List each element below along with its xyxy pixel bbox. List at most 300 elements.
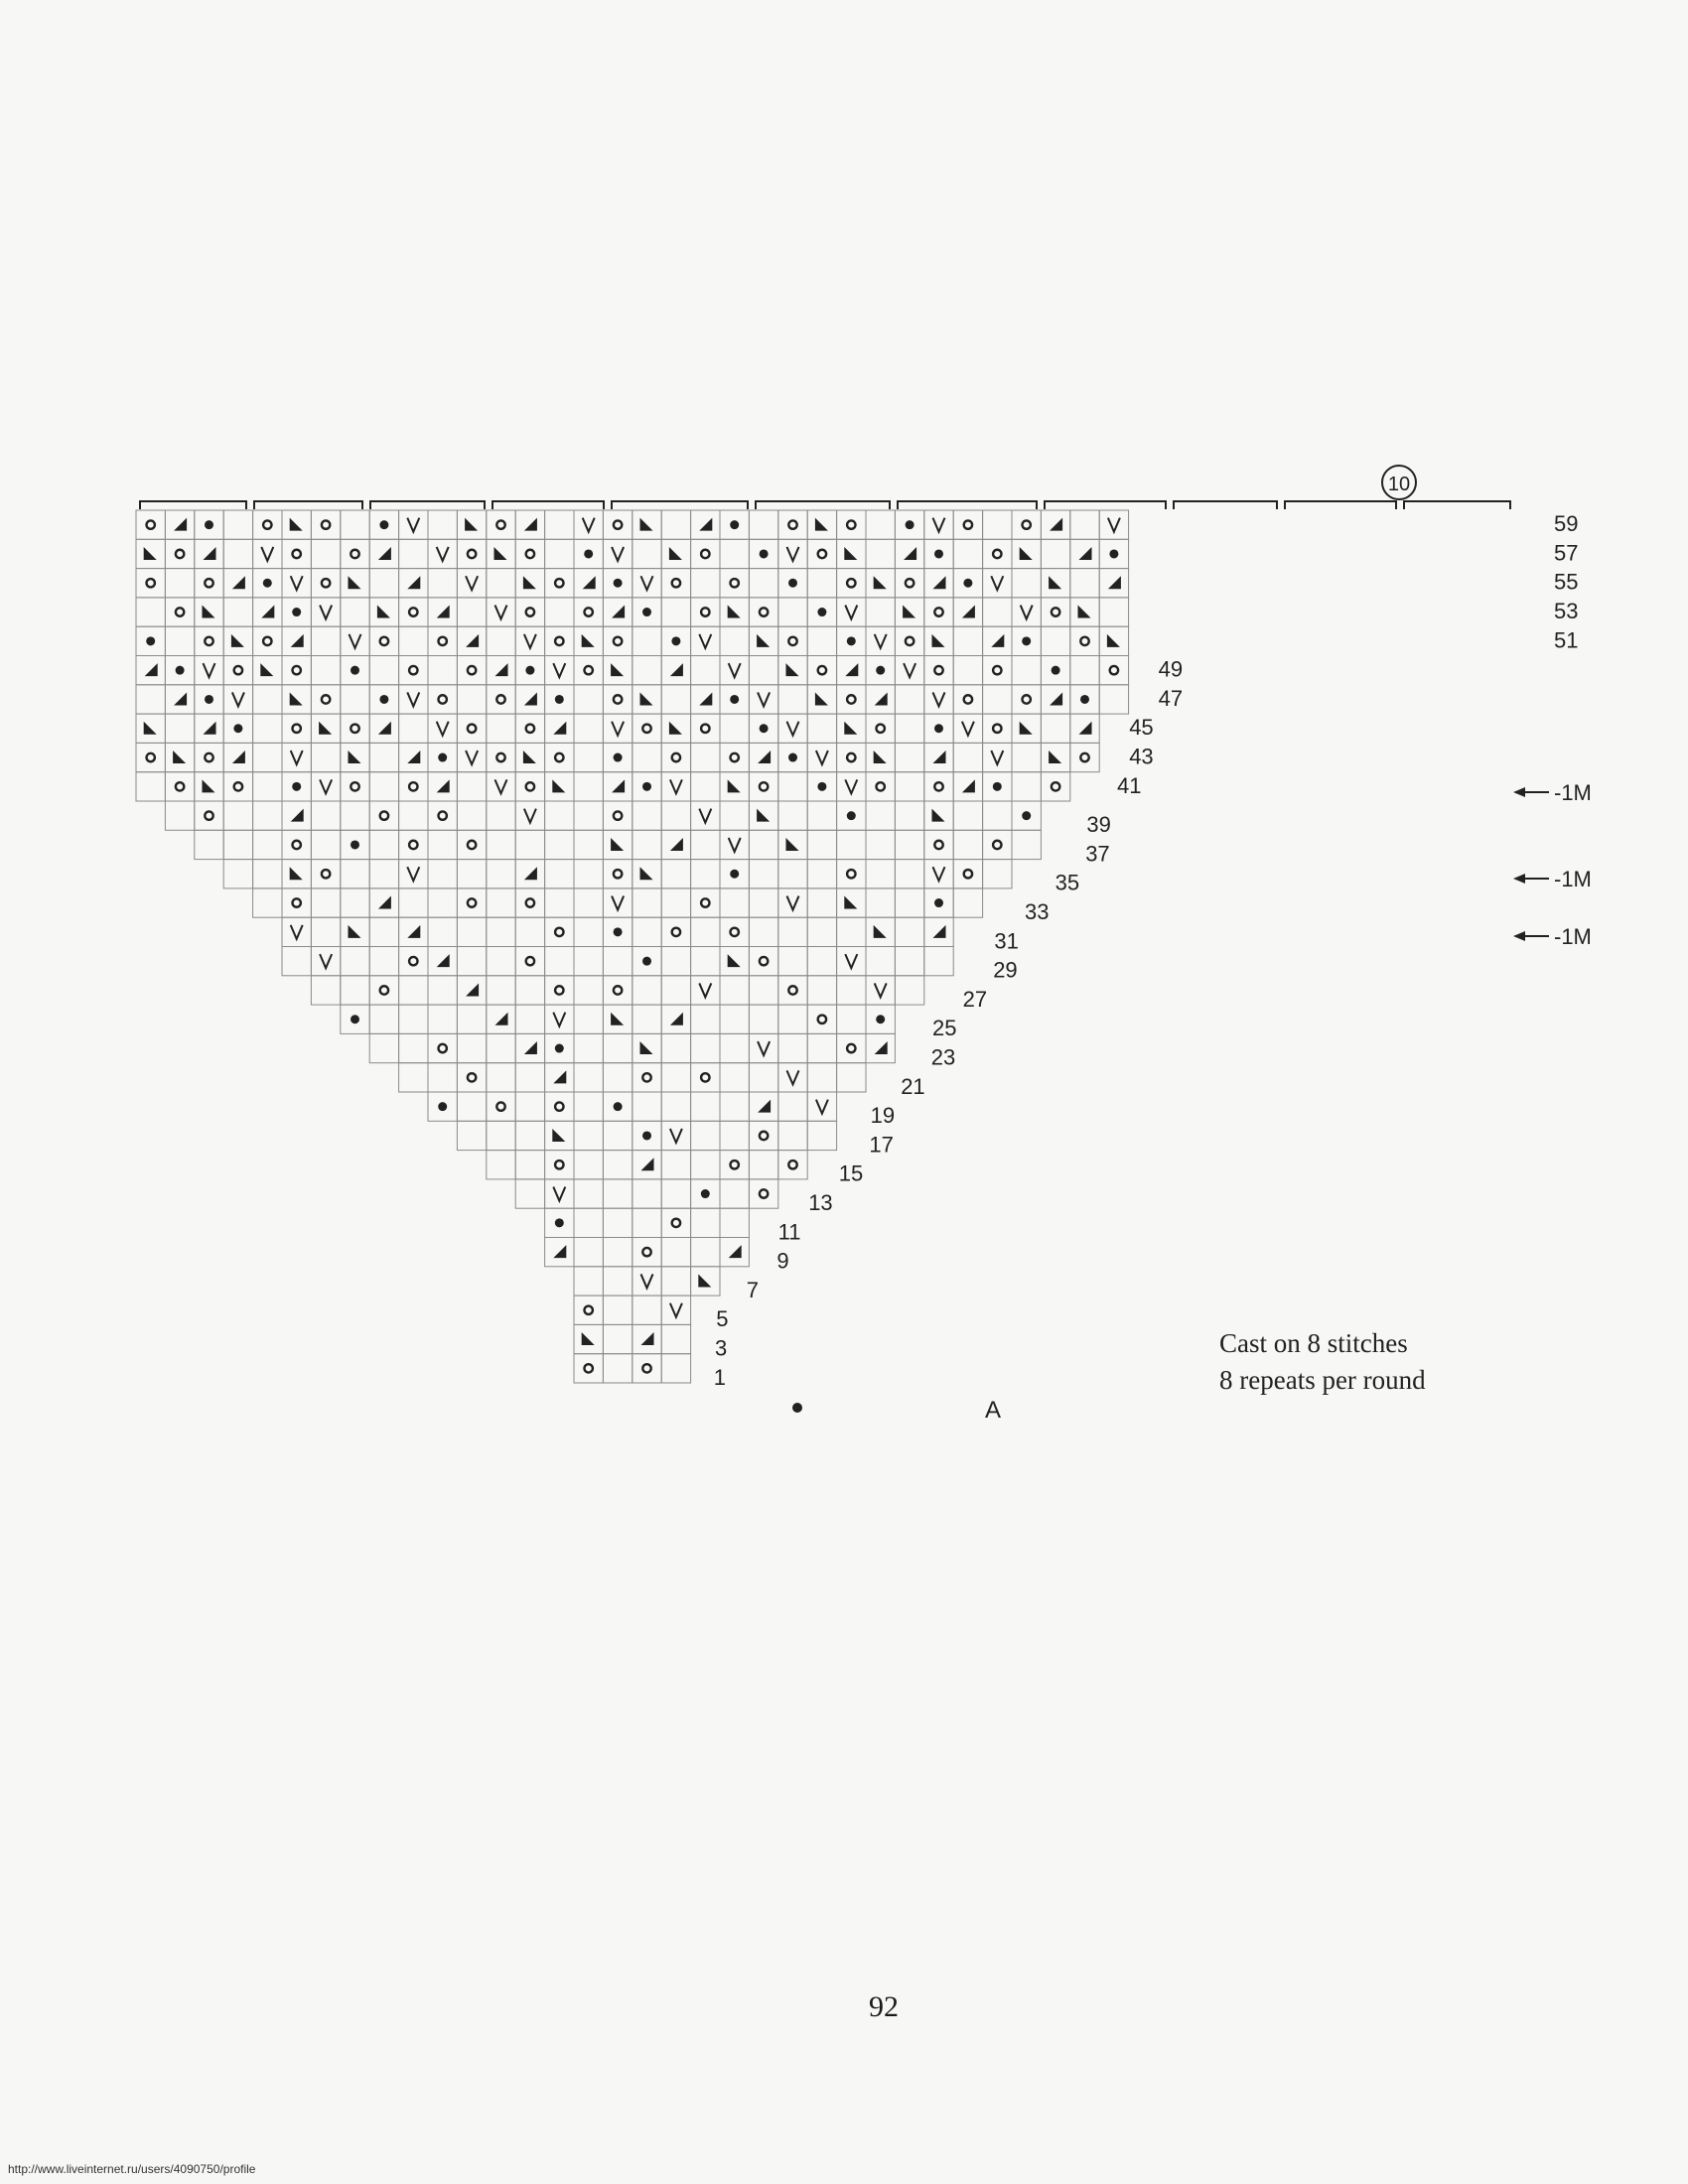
grid-cell <box>1041 569 1069 598</box>
symbol-yarn-over <box>642 1364 650 1372</box>
grid-cell <box>749 1033 777 1062</box>
grid-cell <box>545 830 574 859</box>
symbol-yarn-over <box>555 579 563 587</box>
symbol-slip <box>320 606 332 619</box>
grid-cell <box>428 569 457 598</box>
grid-cell <box>953 510 982 539</box>
symbol-k2tog-right <box>1050 692 1062 705</box>
grid-cell <box>603 801 632 830</box>
symbol-k2tog-left <box>728 954 741 967</box>
grid-cell <box>223 598 252 626</box>
symbol-yarn-over <box>847 753 855 761</box>
symbol-yarn-over <box>993 841 1001 849</box>
grid-cell <box>369 626 398 655</box>
grid-cell <box>691 1121 720 1150</box>
symbol-yarn-over <box>468 898 476 906</box>
increase-label: -1M <box>1554 924 1592 949</box>
grid-cell <box>574 598 603 626</box>
grid-cell <box>895 976 923 1005</box>
grid-cell <box>603 1063 632 1092</box>
grid-cell <box>837 539 866 568</box>
symbol-yarn-over <box>147 579 155 587</box>
symbol-k2tog-left <box>349 576 361 589</box>
grid-cell <box>1012 510 1041 539</box>
grid-cell <box>603 1179 632 1208</box>
grid-cell <box>603 1324 632 1353</box>
row-number: 13 <box>808 1189 833 1215</box>
grid-cell <box>487 1033 515 1062</box>
grid-cell <box>457 801 486 830</box>
grid-cell <box>807 830 836 859</box>
grid-cell <box>749 1063 777 1092</box>
grid-cell <box>515 976 544 1005</box>
row-number: 55 <box>1554 569 1579 595</box>
grid-cell <box>633 1063 661 1092</box>
grid-cell <box>691 743 720 771</box>
symbol-k2tog-left <box>844 722 857 735</box>
symbol-k2tog-right <box>641 1332 654 1345</box>
grid-cell <box>895 830 923 859</box>
row-number: 21 <box>901 1073 925 1099</box>
grid-cell <box>983 510 1012 539</box>
symbol-slip <box>495 606 507 619</box>
symbol-bobble <box>379 520 388 529</box>
symbol-yarn-over <box>468 725 476 733</box>
grid-cell <box>661 539 690 568</box>
grid-cell <box>603 539 632 568</box>
grid-cell <box>545 917 574 946</box>
grid-cell <box>399 539 428 568</box>
grid-cell <box>253 743 282 771</box>
row-number: 43 <box>1129 744 1154 769</box>
grid-cell <box>311 860 340 888</box>
row-number: 17 <box>869 1132 894 1158</box>
symbol-slip <box>991 576 1003 590</box>
grid-cell <box>924 947 953 976</box>
symbol-bobble <box>614 927 623 936</box>
symbol-k2tog-left <box>144 722 157 735</box>
symbol-yarn-over <box>847 520 855 528</box>
grid-cell <box>545 1151 574 1179</box>
symbol-k2tog-left <box>1107 634 1120 647</box>
grid-cell <box>953 830 982 859</box>
grid-cell <box>341 626 369 655</box>
grid-cell <box>545 510 574 539</box>
repeat-bracket <box>492 501 604 509</box>
grid-cell <box>778 1063 807 1092</box>
symbol-k2tog-right <box>407 751 420 763</box>
grid-cell <box>603 1121 632 1150</box>
grid-cell <box>691 1005 720 1033</box>
grid-cell <box>661 1267 690 1296</box>
grid-cell <box>720 569 749 598</box>
grid-cell <box>749 888 777 917</box>
symbol-yarn-over <box>147 753 155 761</box>
symbol-k2tog-left <box>932 809 945 822</box>
chart-grid <box>136 510 1129 1383</box>
grid-cell <box>603 1005 632 1033</box>
grid-cell <box>282 917 311 946</box>
symbol-slip <box>407 518 419 532</box>
grid-cell <box>807 860 836 888</box>
grid-cell <box>136 685 165 714</box>
grid-cell <box>457 1121 486 1150</box>
symbol-k2tog-left <box>844 547 857 560</box>
grid-cell <box>691 1063 720 1092</box>
grid-cell <box>661 1121 690 1150</box>
grid-cell <box>720 1005 749 1033</box>
grid-cell <box>1041 714 1069 743</box>
grid-cell <box>341 598 369 626</box>
grid-cell <box>807 1033 836 1062</box>
symbol-yarn-over <box>526 550 534 558</box>
footer-url: http://www.liveinternet.ru/users/4090750/profile <box>8 2162 256 2176</box>
grid-cell <box>778 976 807 1005</box>
row-number: 51 <box>1554 627 1579 653</box>
repeat-bracket <box>254 501 362 509</box>
grid-cell <box>223 860 252 888</box>
symbol-bobble <box>205 520 213 529</box>
grid-cell <box>691 1092 720 1121</box>
symbol-yarn-over <box>293 841 301 849</box>
grid-cell <box>720 1092 749 1121</box>
grid-cell <box>603 1208 632 1237</box>
grid-cell <box>807 626 836 655</box>
grid-cell <box>165 685 194 714</box>
grid-cell <box>428 656 457 685</box>
grid-cell <box>311 830 340 859</box>
row-number: 1 <box>713 1364 727 1390</box>
symbol-k2tog-left <box>640 518 653 531</box>
symbol-k2tog-left <box>523 751 536 763</box>
symbol-k2tog-left <box>611 1013 624 1025</box>
symbol-yarn-over <box>964 870 972 878</box>
grid-cell <box>720 888 749 917</box>
grid-cell <box>457 1033 486 1062</box>
symbol-bobble <box>993 782 1002 791</box>
grid-cell <box>223 801 252 830</box>
grid-cell <box>691 888 720 917</box>
symbol-k2tog-right <box>291 809 304 822</box>
symbol-yarn-over <box>847 1044 855 1052</box>
symbol-yarn-over <box>934 841 942 849</box>
start-label: A <box>985 1397 1002 1424</box>
symbol-yarn-over <box>993 666 1001 674</box>
symbol-yarn-over <box>468 841 476 849</box>
symbol-k2tog-right <box>495 663 508 676</box>
symbol-k2tog-left <box>874 751 887 763</box>
row-number: 5 <box>716 1306 729 1332</box>
symbol-bobble <box>292 782 301 791</box>
symbol-k2tog-right <box>437 606 450 618</box>
symbol-bobble <box>1022 636 1031 645</box>
symbol-k2tog-left <box>1020 722 1033 735</box>
grid-cell <box>399 714 428 743</box>
symbol-yarn-over <box>877 782 885 790</box>
grid-cell <box>633 1354 661 1383</box>
symbol-slip <box>291 925 303 939</box>
grid-cell <box>633 976 661 1005</box>
grid-cell <box>574 1033 603 1062</box>
symbol-k2tog-right <box>524 692 537 705</box>
grid-cell <box>515 714 544 743</box>
symbol-bobble <box>555 1044 564 1053</box>
symbol-bobble <box>906 520 914 529</box>
symbol-yarn-over <box>380 986 388 994</box>
symbol-k2tog-right <box>437 779 450 792</box>
symbol-slip <box>933 867 945 881</box>
grid-cell <box>720 801 749 830</box>
grid-cell <box>778 598 807 626</box>
symbol-slip <box>933 518 945 532</box>
grid-cell <box>165 801 194 830</box>
symbol-k2tog-left <box>173 751 186 763</box>
grid-cell <box>837 947 866 976</box>
symbol-slip <box>320 779 332 793</box>
grid-cell <box>136 539 165 568</box>
grid-cell <box>661 1063 690 1092</box>
start-dot <box>792 1403 802 1413</box>
symbol-k2tog-left <box>1078 606 1091 618</box>
grid-cell <box>487 976 515 1005</box>
symbol-yarn-over <box>496 1102 504 1110</box>
grid-cell <box>487 743 515 771</box>
grid-cell <box>1070 569 1099 598</box>
grid-cell <box>778 1151 807 1179</box>
grid-cell <box>1070 539 1099 568</box>
grid-cell <box>691 714 720 743</box>
symbol-yarn-over <box>614 870 622 878</box>
symbol-k2tog-right <box>933 576 946 589</box>
grid-cell <box>866 860 895 888</box>
grid-cell <box>661 1324 690 1353</box>
grid-cell <box>983 714 1012 743</box>
grid-cell <box>633 801 661 830</box>
symbol-yarn-over <box>614 637 622 645</box>
symbol-slip <box>350 634 361 648</box>
symbol-k2tog-left <box>552 1129 565 1142</box>
symbol-k2tog-right <box>407 576 420 589</box>
grid-cell <box>837 830 866 859</box>
symbol-bobble <box>351 1015 359 1024</box>
grid-cell <box>866 598 895 626</box>
grid-cell <box>953 743 982 771</box>
symbol-k2tog-right <box>758 751 771 763</box>
grid-cell <box>661 1179 690 1208</box>
grid-cell <box>515 917 544 946</box>
grid-cell <box>369 830 398 859</box>
grid-cell <box>633 917 661 946</box>
grid-cell <box>866 626 895 655</box>
symbol-bobble <box>817 782 826 791</box>
grid-cell <box>603 685 632 714</box>
symbol-yarn-over <box>351 782 358 790</box>
symbol-bobble <box>263 579 272 588</box>
grid-cell <box>603 1296 632 1324</box>
grid-cell <box>1041 598 1069 626</box>
grid-cell <box>866 510 895 539</box>
symbol-k2tog-left <box>786 838 799 851</box>
grid-cell <box>341 801 369 830</box>
row-number: 45 <box>1129 715 1154 741</box>
grid-cell <box>574 801 603 830</box>
grid-cell <box>720 1063 749 1092</box>
symbol-yarn-over <box>526 608 534 615</box>
grid-cell <box>545 539 574 568</box>
grid-cell <box>253 626 282 655</box>
symbol-yarn-over <box>585 1306 593 1314</box>
symbol-k2tog-left <box>582 634 595 647</box>
grid-cell <box>953 860 982 888</box>
symbol-bobble <box>351 840 359 849</box>
grid-cell <box>837 685 866 714</box>
grid-cell <box>895 743 923 771</box>
grid-cell <box>778 1033 807 1062</box>
grid-cell <box>837 860 866 888</box>
grid-cell <box>1012 743 1041 771</box>
grid-cell <box>282 888 311 917</box>
grid-cell <box>807 947 836 976</box>
symbol-yarn-over <box>409 957 417 965</box>
symbol-yarn-over <box>234 782 242 790</box>
grid-cell <box>691 1208 720 1237</box>
grid-cell <box>691 830 720 859</box>
symbol-yarn-over <box>847 695 855 703</box>
grid-cell <box>253 801 282 830</box>
repeat-marker-label: 10 <box>1387 474 1411 495</box>
symbol-slip <box>495 779 507 793</box>
grid-cell <box>1041 626 1069 655</box>
symbol-k2tog-left <box>290 518 303 531</box>
grid-cell <box>749 1151 777 1179</box>
grid-cell <box>545 976 574 1005</box>
symbol-slip <box>816 751 828 764</box>
grid-cell <box>720 1151 749 1179</box>
grid-cell <box>341 888 369 917</box>
grid-cell <box>282 830 311 859</box>
symbol-yarn-over <box>934 666 942 674</box>
grid-cell <box>428 976 457 1005</box>
symbol-yarn-over <box>788 1160 796 1168</box>
symbol-yarn-over <box>496 753 504 761</box>
grid-cell <box>1012 830 1041 859</box>
grid-cell <box>574 1296 603 1324</box>
grid-cell <box>369 743 398 771</box>
grid-cell <box>691 569 720 598</box>
symbol-k2tog-right <box>174 692 187 705</box>
symbol-yarn-over <box>293 898 301 906</box>
grid-cell <box>837 1033 866 1062</box>
repeat-bracket <box>370 501 485 509</box>
grid-cell <box>895 772 923 801</box>
symbol-k2tog-right <box>553 722 566 735</box>
grid-cell <box>341 976 369 1005</box>
increase-arrow-head <box>1513 787 1525 797</box>
grid-cell <box>1012 685 1041 714</box>
symbol-yarn-over <box>555 1102 563 1110</box>
grid-cell <box>633 1005 661 1033</box>
grid-cell <box>195 656 223 685</box>
grid-cell <box>778 626 807 655</box>
symbol-yarn-over <box>701 898 709 906</box>
symbol-slip <box>787 896 799 910</box>
grid-cell <box>720 539 749 568</box>
symbol-bobble <box>1022 811 1031 820</box>
grid-cell <box>720 917 749 946</box>
grid-cell <box>369 772 398 801</box>
grid-cell <box>1099 656 1128 685</box>
grid-cell <box>457 685 486 714</box>
grid-cell <box>720 1033 749 1062</box>
grid-cell <box>165 626 194 655</box>
grid-cell <box>457 1063 486 1092</box>
symbol-yarn-over <box>555 986 563 994</box>
grid-cell <box>369 1033 398 1062</box>
row-number: 7 <box>746 1277 760 1302</box>
symbol-slip <box>407 692 419 706</box>
symbol-k2tog-left <box>203 606 215 618</box>
grid-cell <box>574 714 603 743</box>
symbol-yarn-over <box>701 608 709 615</box>
symbol-k2tog-right <box>524 1041 537 1054</box>
increase-arrow-head <box>1513 874 1525 884</box>
grid-cell <box>633 714 661 743</box>
grid-cell <box>807 714 836 743</box>
grid-cell <box>749 830 777 859</box>
symbol-slip <box>991 751 1003 764</box>
grid-cell <box>924 510 953 539</box>
grid-cell <box>369 656 398 685</box>
grid-cell <box>749 1005 777 1033</box>
grid-cell <box>311 510 340 539</box>
grid-cell <box>165 598 194 626</box>
symbol-k2tog-right <box>991 634 1004 647</box>
grid-cell <box>778 714 807 743</box>
grid-cell <box>399 510 428 539</box>
row-number: 31 <box>994 928 1019 954</box>
grid-cell <box>457 743 486 771</box>
symbol-yarn-over <box>818 1016 826 1024</box>
grid-cell <box>282 569 311 598</box>
symbol-slip <box>466 751 478 764</box>
grid-cell <box>545 598 574 626</box>
symbol-bobble <box>292 608 301 616</box>
symbol-slip <box>845 606 857 619</box>
grid-cell <box>428 685 457 714</box>
symbol-bobble <box>1109 549 1118 558</box>
grid-cell <box>369 801 398 830</box>
grid-cell <box>778 1092 807 1121</box>
grid-cell <box>983 860 1012 888</box>
symbol-bobble <box>730 695 739 704</box>
grid-cell <box>574 1267 603 1296</box>
symbol-slip <box>758 1041 770 1055</box>
grid-cell <box>807 656 836 685</box>
grid-cell <box>1099 569 1128 598</box>
symbol-k2tog-left <box>552 779 565 792</box>
symbol-slip <box>962 722 974 736</box>
grid-cell <box>282 656 311 685</box>
symbol-yarn-over <box>731 579 739 587</box>
grid-cell <box>487 888 515 917</box>
grid-cell <box>545 569 574 598</box>
grid-cell <box>282 947 311 976</box>
symbol-yarn-over <box>293 550 301 558</box>
grid-cell <box>749 1121 777 1150</box>
grid-cell <box>457 569 486 598</box>
symbol-yarn-over <box>351 725 358 733</box>
grid-cell <box>341 860 369 888</box>
